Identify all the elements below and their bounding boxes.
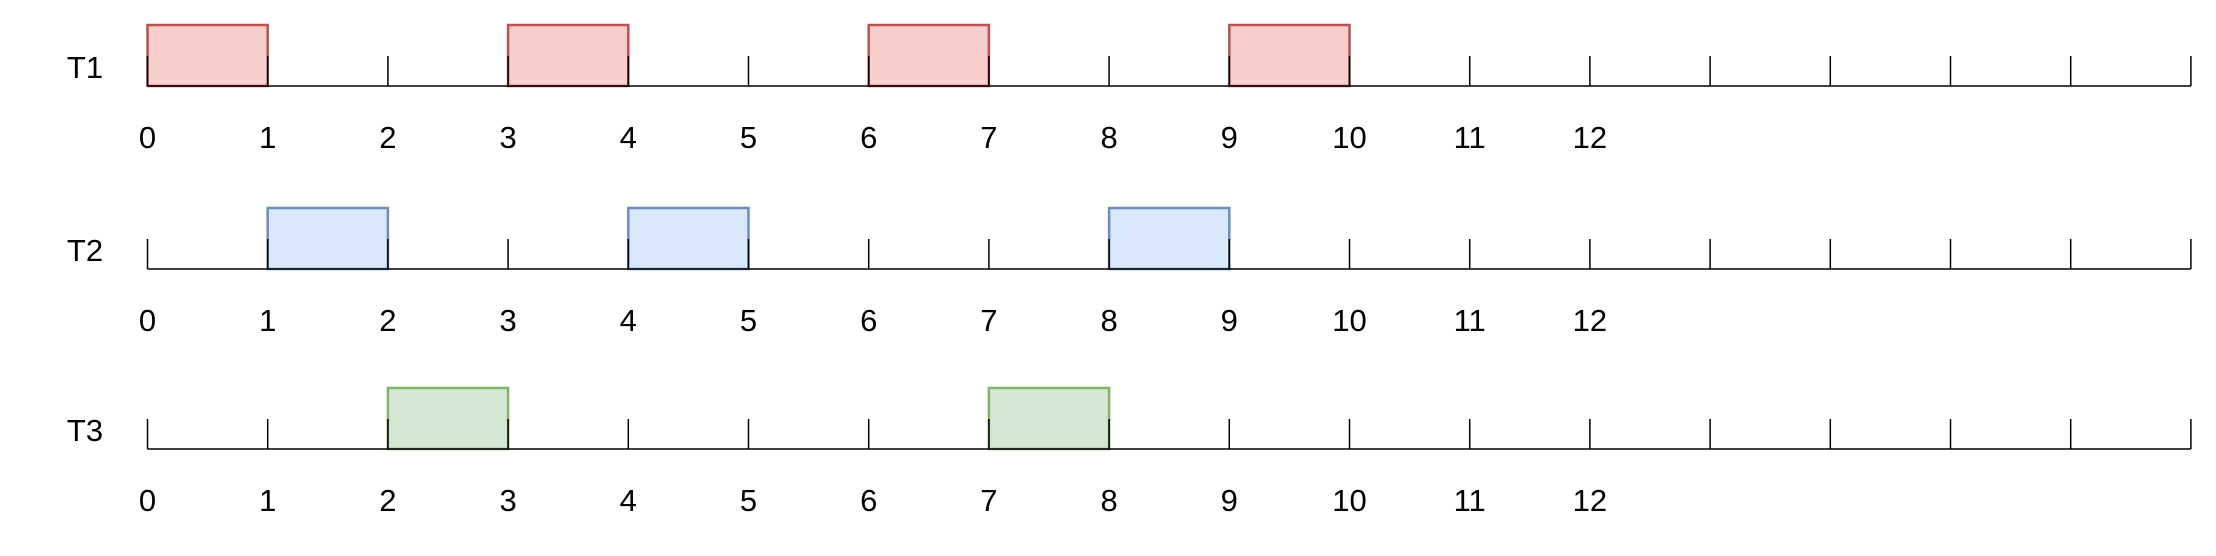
t2-tick-label-1: 1 bbox=[259, 303, 277, 338]
t3-tick-label-0: 0 bbox=[138, 483, 157, 518]
t1-tick-label-7: 7 bbox=[980, 120, 998, 155]
t3-block-2 bbox=[989, 388, 1109, 449]
t3-tick-label-3: 3 bbox=[499, 483, 517, 518]
t1-tick-label-11: 11 bbox=[1453, 120, 1486, 155]
t2-tick-label-3: 3 bbox=[499, 303, 517, 338]
t2-tick-label-9: 9 bbox=[1220, 303, 1238, 338]
t1-block-1 bbox=[148, 25, 268, 86]
t2-row-label: T2 bbox=[66, 233, 104, 268]
t3-tick-label-10: 10 bbox=[1332, 483, 1367, 518]
t1-tick-label-5: 5 bbox=[739, 120, 758, 155]
t1-tick-label-10: 10 bbox=[1332, 120, 1367, 155]
t3-tick-label-1: 1 bbox=[259, 483, 277, 518]
t1-row-label: T1 bbox=[66, 50, 104, 85]
t2-tick-label-12: 12 bbox=[1572, 303, 1608, 338]
t3-tick-label-2: 2 bbox=[379, 483, 397, 518]
t1-tick-label-0: 0 bbox=[138, 120, 157, 155]
t2-tick-label-7: 7 bbox=[980, 303, 998, 338]
t2-tick-label-10: 10 bbox=[1332, 303, 1367, 338]
t1-tick-label-9: 9 bbox=[1220, 120, 1238, 155]
t2-tick-label-8: 8 bbox=[1100, 303, 1118, 338]
t1-tick-label-1: 1 bbox=[259, 120, 277, 155]
t1-block-2 bbox=[508, 25, 628, 86]
t3-tick-label-4: 4 bbox=[619, 483, 637, 518]
t3-tick-label-9: 9 bbox=[1220, 483, 1238, 518]
t1-tick-label-3: 3 bbox=[499, 120, 517, 155]
t3-tick-label-7: 7 bbox=[980, 483, 998, 518]
t2-tick-label-0: 0 bbox=[138, 303, 157, 338]
t1-tick-label-8: 8 bbox=[1100, 120, 1118, 155]
t1-tick-label-4: 4 bbox=[619, 120, 637, 155]
t2-tick-label-2: 2 bbox=[379, 303, 397, 338]
t2-tick-label-11: 11 bbox=[1453, 303, 1486, 338]
t2-block-2 bbox=[628, 208, 748, 269]
t3-tick-label-5: 5 bbox=[739, 483, 758, 518]
t3-tick-label-11: 11 bbox=[1453, 483, 1486, 518]
t1-block-4 bbox=[1229, 25, 1349, 86]
t1-tick-label-6: 6 bbox=[860, 120, 878, 155]
t1-tick-label-2: 2 bbox=[379, 120, 397, 155]
t2-tick-label-4: 4 bbox=[619, 303, 637, 338]
t3-tick-label-8: 8 bbox=[1100, 483, 1118, 518]
t2-tick-label-6: 6 bbox=[860, 303, 878, 338]
t2-tick-label-5: 5 bbox=[739, 303, 758, 338]
t2-block-3 bbox=[1109, 208, 1229, 269]
t3-tick-label-6: 6 bbox=[860, 483, 878, 518]
t3-row-label: T3 bbox=[66, 413, 104, 448]
t1-block-3 bbox=[869, 25, 989, 86]
t2-block-1 bbox=[268, 208, 388, 269]
t1-tick-label-12: 12 bbox=[1572, 120, 1608, 155]
t3-tick-label-12: 12 bbox=[1572, 483, 1608, 518]
t3-block-1 bbox=[388, 388, 508, 449]
